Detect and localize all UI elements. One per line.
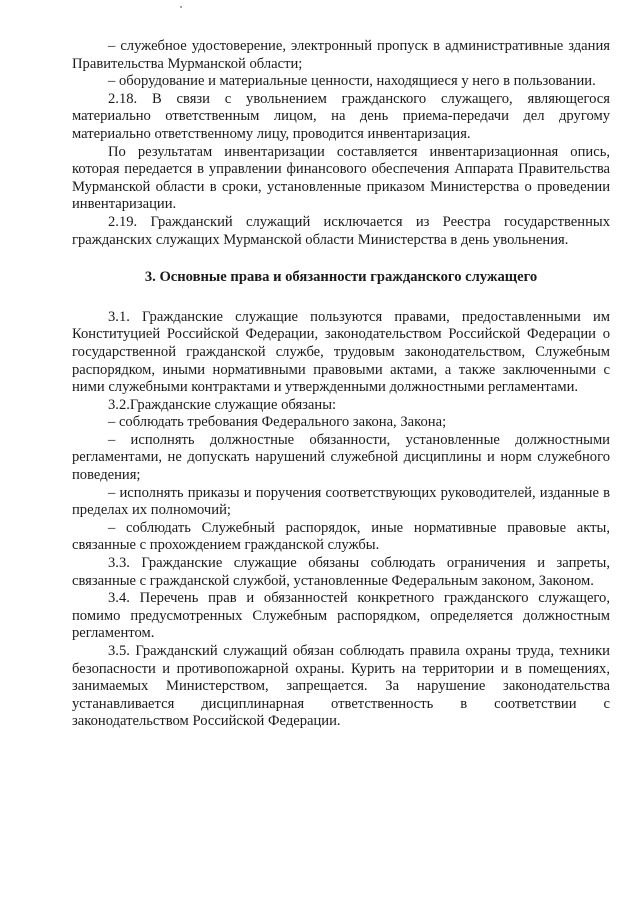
duty-item: – соблюдать требования Федерального закона, Закона; [108, 414, 447, 431]
clause-3-1: 3.1. Гражданские служащие пользуются правами, предоставленными им Конституцией Российской Федерации, законодательством Российской Федерации о государственной гражданской службе, трудовым законодательством, Служебным распорядком, иными нормативными правовыми актами, а также заключенными с ними служебными контрактами и утвержденными должностными регламентами. [72, 308, 610, 396]
duty-item: – исполнять должностные обязанности, установленные должностными регламентами, не допускать нарушений служебной дисциплины и норм служебного поведения; [72, 431, 610, 484]
document-body [72, 38, 610, 731]
duty-item: – исполнять приказы и поручения соответствующих руководителей, изданные в пределах их полномочий; [72, 484, 610, 519]
clause-2-18: 2.18. В связи с увольнением гражданского служащего, являющегося материально ответственным лицом, на день приема-передачи дел другому материально ответственному лицу, проводится инвентаризация. [72, 90, 610, 142]
clause-2-19: 2.19. Гражданский служащий исключается из Реестра государственных гражданских служащих Мурманской области Министерства в день увольнения. [72, 213, 610, 248]
duty-item: – соблюдать Служебный распорядок, иные нормативные правовые акты, связанные с прохождением гражданской службы. [72, 519, 610, 554]
clause-3-4: 3.4. Перечень прав и обязанностей конкретного гражданского служащего, помимо предусмотренных Служебным распорядком, определяется должностным регламентом. [72, 590, 610, 642]
scan-speck [180, 6, 182, 8]
clause-3-3: 3.3. Гражданские служащие обязаны соблюдать ограничения и запреты, связанные с гражданской службой, установленные Федеральным законом, Законом. [72, 555, 610, 589]
clause-3-2: 3.2.Гражданские служащие обязаны: [108, 396, 337, 413]
inventory-paragraph: По результатам инвентаризации составляется инвентаризационная опись, которая передается в управлении финансового обеспечения Аппарата Правительства Мурманской области в сроки, установленные приказом Министерства о проведении инвентаризации. [72, 143, 610, 213]
section-heading: 3. Основные права и обязанности гражданского служащего [144, 269, 538, 286]
list-item-id-card: – служебное удостоверение, электронный пропуск в административные здания Правительства Мурманской области; [72, 38, 610, 72]
list-item-equipment: – оборудование и материальные ценности, находящиеся у него в пользовании. [108, 73, 596, 90]
clause-3-5: 3.5. Гражданский служащий обязан соблюдать правила охраны труда, техники безопасности и противопожарной охраны. Курить на территории и в помещениях, занимаемых Министерством, запрещается. За нарушение законодательства устанавливается дисциплинарная ответственность в соответствии с законодательством Российской Федерации. [72, 643, 610, 730]
